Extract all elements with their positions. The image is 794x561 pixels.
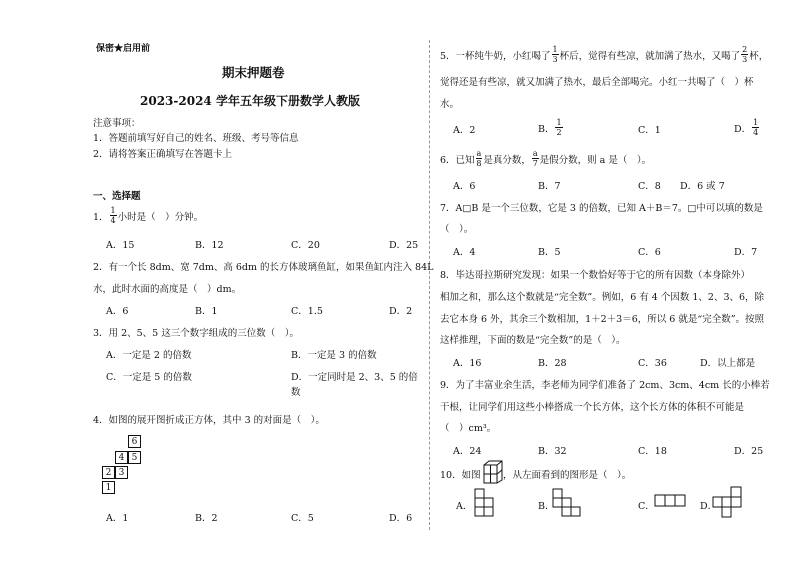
option-a[interactable]: A．一定是 2 的倍数 — [106, 350, 192, 361]
question-9-line2: 干根，让同学们用这些小棒搭成一个长方体，这个长方体的体积不可能是 — [440, 402, 745, 413]
question-10-part1: 10．如图 — [440, 470, 481, 481]
question-8-line1: 8．毕达哥拉斯研究发现：如果一个数恰好等于它的所有因数（本身除外） — [440, 270, 751, 281]
option-c-figure — [654, 494, 686, 508]
fraction: $\frac{2}{3}$ — [742, 45, 748, 64]
question-7-line1: 7．A□B 是一个三位数，它是 3 的倍数，已知 A＋B＝7。□中可以填的数是 — [440, 203, 763, 214]
fraction: $\frac{1}{2}$ — [556, 118, 562, 137]
question-2-line2: 水，此时水面的高度是（ ）dm。 — [93, 284, 242, 295]
net-cell: 5 — [128, 451, 141, 464]
note-item: 2．请将答案正确填写在答题卡上 — [93, 149, 233, 160]
fraction: $\frac{1}{3}$ — [552, 45, 558, 64]
option-d[interactable]: D．一定同时是 2、3、5 的倍 — [291, 372, 418, 383]
column-divider — [429, 40, 430, 530]
question-8-line3: 去它本身 6 外，其余三个数相加，1＋2＋3＝6，所以 6 就是“完全数”。按照 — [440, 314, 765, 325]
option-b[interactable]: B．1 — [195, 306, 218, 317]
option-a[interactable]: A．1 — [106, 513, 129, 524]
fraction: $\frac{1}{4}$ — [753, 118, 759, 137]
notes-heading: 注意事项： — [93, 118, 141, 129]
question-7-line2: （ ）。 — [440, 224, 474, 235]
section-heading: 一、选择题 — [93, 191, 141, 202]
page-subtitle: 2023-2024 学年五年级下册数学人教版 — [140, 94, 360, 108]
option-a[interactable]: A． — [456, 501, 473, 512]
option-b[interactable]: B．28 — [538, 358, 567, 369]
option-a-figure — [474, 488, 504, 518]
question-1 — [93, 206, 203, 225]
question-text: 小时是（ ）分钟。 — [117, 211, 204, 223]
option-b[interactable]: B．一定是 3 的倍数 — [291, 350, 377, 361]
option-c[interactable]: C．36 — [638, 358, 667, 369]
option-b[interactable]: B．5 — [538, 247, 561, 258]
option-a[interactable]: A．6 — [106, 306, 129, 317]
option-d[interactable]: D．6 或 7 — [680, 181, 725, 192]
option-c[interactable]: C． — [638, 501, 655, 512]
option-c[interactable]: C．1 — [638, 125, 661, 136]
option-c[interactable]: C．1.5 — [291, 306, 323, 317]
option-d[interactable]: D．2 — [389, 306, 413, 317]
question-6: 6．已知 $\frac{a}{8}$ 是真分数， $\frac{a}{7}$ 是假分数，则 a 是（ ）。 — [440, 149, 652, 168]
question-10-part2: ，从左面看到的图形是（ ）。 — [503, 470, 632, 481]
note-item: 1．答题前填写好自己的姓名、班级、考号等信息 — [93, 133, 299, 144]
option-c[interactable]: C．20 — [291, 240, 320, 251]
option-b[interactable]: B．32 — [538, 446, 567, 457]
option-a[interactable]: A．15 — [106, 240, 135, 251]
option-a[interactable]: A．2 — [453, 125, 476, 136]
question-8-line4: 这样推理，下面的数是“完全数”的是（ ）。 — [440, 335, 626, 346]
option-b[interactable]: B．7 — [538, 181, 561, 192]
option-c[interactable]: C．5 — [291, 513, 314, 524]
question-9-line3: （ ）cm³。 — [440, 423, 497, 434]
net-cell: 4 — [115, 451, 128, 464]
question-2-line1: 2．有一个长 8dm、宽 7dm、高 6dm 的长方体玻璃鱼缸，如果鱼缸内注入 84L — [93, 262, 434, 273]
option-c[interactable]: C．一定是 5 的倍数 — [106, 372, 192, 383]
fraction: $\frac{a}{8}$ — [476, 149, 482, 168]
question-5-line3: 水。 — [440, 99, 460, 110]
net-cell: 2 — [102, 466, 115, 479]
option-a[interactable]: A．4 — [453, 247, 476, 258]
question-number: 1． — [93, 211, 109, 223]
question-5-line2: 觉得还是有些凉，就又加满了热水，最后全部喝完。小红一共喝了（ ）杯 — [440, 77, 754, 88]
question-8-line2: 相加之和，那么这个数就是“完全数”。例如，6 有 4 个因数 1、2、3、6，除 — [440, 292, 765, 303]
secret-label: 保密★启用前 — [96, 44, 151, 54]
question-3: 3．用 2、5、5 这三个数字组成的三位数（ ）。 — [93, 328, 299, 339]
option-d[interactable]: D． — [700, 501, 718, 512]
option-b[interactable]: B． — [538, 501, 555, 512]
question-5-line1: 5．一杯纯牛奶，小红喝了 $\frac{1}{3}$ 杯后，觉得有些凉，就加满了热水，又喝了 $\frac{2}{3}$ 杯， — [440, 45, 769, 64]
option-d[interactable]: D．7 — [734, 247, 758, 258]
page-title: 期末押题卷 — [222, 65, 285, 80]
option-b-figure — [552, 488, 584, 518]
option-c[interactable]: C．18 — [638, 446, 667, 457]
option-b[interactable]: B．12 — [195, 240, 224, 251]
option-d[interactable]: D．25 — [389, 240, 419, 251]
option-a[interactable]: A．6 — [453, 181, 476, 192]
question-4: 4．如图的展开图折成正方体，其中 3 的对面是（ ）。 — [93, 415, 325, 426]
option-d-figure — [712, 486, 744, 518]
question-9-line1: 9．为了丰富业余生活，李老师为同学们准备了 2cm、3cm、4cm 长的小棒若 — [440, 380, 770, 391]
fraction: $\frac{1}{4}$ — [110, 206, 116, 225]
cube-stack-figure — [481, 460, 503, 484]
option-a[interactable]: A．16 — [453, 358, 482, 369]
option-d[interactable]: D．25 — [734, 446, 764, 457]
option-b[interactable]: B． $\frac{1}{2}$ — [538, 118, 562, 137]
fraction: $\frac{a}{7}$ — [532, 149, 538, 168]
option-d-continued: 数 — [291, 387, 301, 398]
option-d[interactable]: D． $\frac{1}{4}$ — [734, 118, 759, 137]
option-c[interactable]: C．6 — [638, 247, 661, 258]
option-c[interactable]: C．8 — [638, 181, 661, 192]
option-b[interactable]: B．2 — [195, 513, 218, 524]
net-cell: 6 — [128, 435, 141, 448]
option-a[interactable]: A．24 — [453, 446, 482, 457]
option-d[interactable]: D．6 — [389, 513, 413, 524]
option-d[interactable]: D．以上都是 — [700, 358, 756, 369]
net-cell: 1 — [102, 481, 115, 494]
net-cell: 3 — [115, 466, 128, 479]
